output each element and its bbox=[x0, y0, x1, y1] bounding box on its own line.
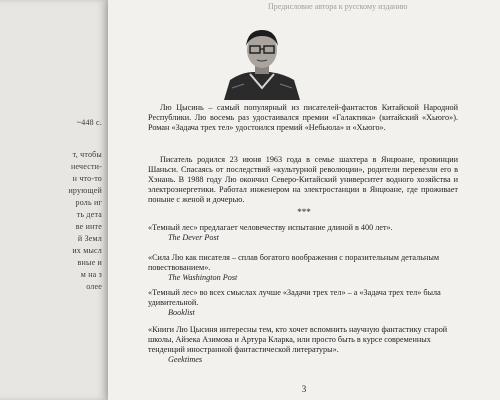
review-quote bbox=[148, 253, 458, 283]
quote-text: «Темный лес» предлагает человечеству испытание длиной в 400 лет». bbox=[148, 223, 393, 232]
section-separator: *** bbox=[297, 207, 311, 217]
left-fragment: ть дета bbox=[76, 210, 102, 219]
review-quote bbox=[148, 223, 458, 243]
quote-source: Booklist bbox=[168, 308, 195, 317]
bio-paragraph: Писатель родился 23 июня 1963 года в семье шахтера в Янцюане, провинции Шаньси. Спасаясь от последствий «культурной революции», родители перевезли его в Хэнань. В 1988 году Лю окончил Северо-Китайский университет водного хозяйства и электроэнергетики. Работал инженером на электростанции в Янцюане, где проживает поныне с женой и дочерью. bbox=[148, 155, 458, 204]
quote-text: «Книги Лю Цысиня интересны тем, кто хочет вспомнить научную фантастику старой школы, Айзека Азимова и Артура Кларка, или просто быть в курсе современных тенденций иностранной фантастической литературы». bbox=[148, 325, 448, 354]
left-fragment: вные и bbox=[77, 258, 102, 267]
review-quote bbox=[148, 288, 458, 318]
left-fragment: т, чтобы bbox=[72, 150, 102, 159]
left-fragment: м на з bbox=[80, 270, 102, 279]
left-fragment: нечести- bbox=[71, 162, 102, 171]
left-fragment: й Земл bbox=[77, 234, 102, 243]
page-number: 3 bbox=[301, 384, 307, 394]
quote-source: The Washington Post bbox=[168, 273, 238, 282]
quote-text: «Темный лес» во всех смыслах лучше «Задачи трех тел» – а «Задача трех тел» была удивительной. bbox=[148, 288, 441, 307]
author-portrait bbox=[220, 22, 304, 100]
quote-text: «Сила Лю как писателя – сплав богатого воображения с поразительным детальным повествованием». bbox=[148, 253, 440, 272]
book-page bbox=[108, 0, 500, 400]
left-fragment: их мысл bbox=[72, 246, 102, 255]
quote-source: The Dever Post bbox=[168, 233, 219, 242]
left-fragment: ве инте bbox=[75, 222, 102, 231]
running-head: Предисловие автора к русскому изданию bbox=[268, 2, 408, 11]
left-fragment: ирующей bbox=[68, 186, 102, 195]
left-page-edge bbox=[0, 0, 110, 400]
left-fragment: олее bbox=[86, 282, 102, 291]
left-fragment: ~448 с. bbox=[76, 118, 102, 127]
quote-source: Geektimes bbox=[168, 355, 203, 364]
bio-paragraph: Лю Цысинь – самый популярный из писателей-фантастов Китайской Народной Республики. Лю восемь раз удостаивался премии «Галактика» (китайский «Хьюго»). Роман «Задача трех тел» удостоился премий «Небьюла» и «Хьюго». bbox=[148, 103, 458, 132]
left-fragment: н что-то bbox=[72, 174, 102, 183]
left-fragment: роль иг bbox=[75, 198, 102, 207]
review-quote bbox=[148, 325, 458, 365]
